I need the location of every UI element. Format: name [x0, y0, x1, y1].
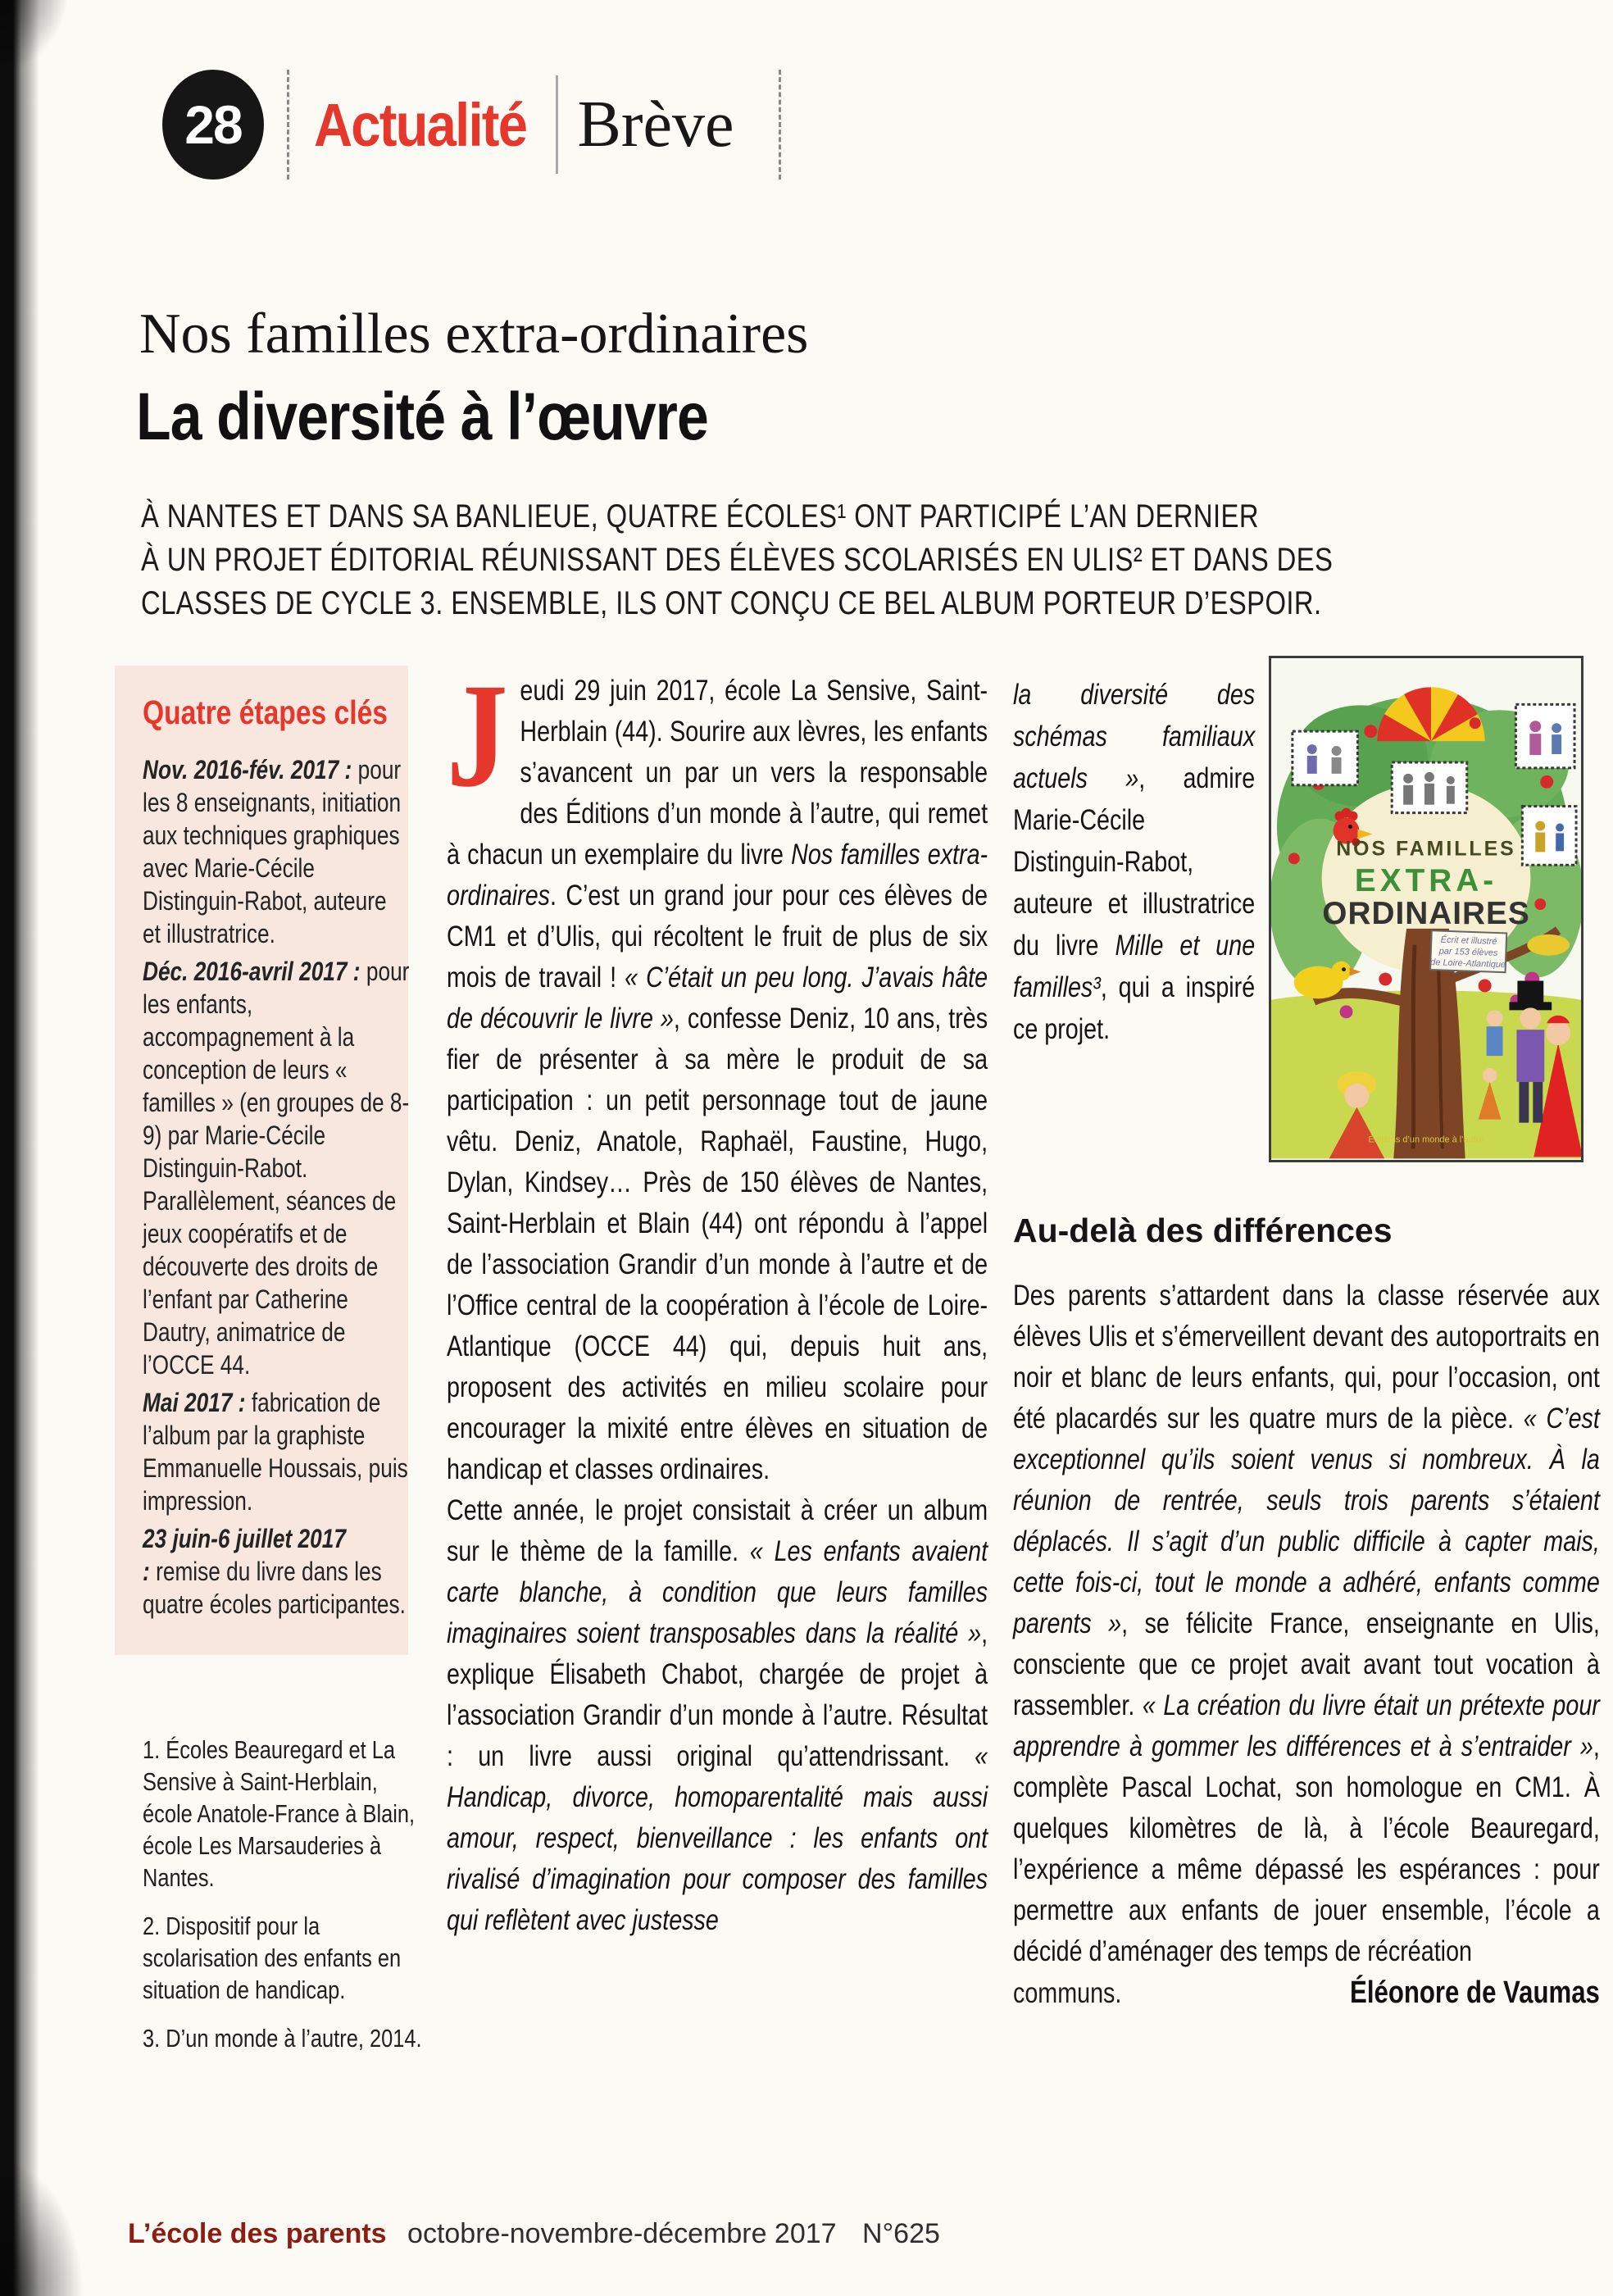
key-steps-box	[115, 666, 408, 1655]
standfirst-line: À UN PROJET ÉDITORIAL RÉUNISSANT DES ÉLÈVES SCOLARISÉS EN ULIS² ET DANS DES	[141, 542, 1334, 578]
photo-frame	[1392, 762, 1467, 813]
right-column-intro	[1013, 674, 1256, 1050]
photo-frame	[1293, 731, 1358, 785]
right-column-body	[1013, 1275, 1600, 2014]
cover-title-line2: EXTRA-	[1354, 863, 1498, 899]
byline-row	[1013, 1972, 1600, 2014]
scan-blotch	[0, 2148, 90, 2296]
cover-title-line1: NOS FAMILLES	[1336, 837, 1516, 861]
paragraph-text: eudi 29 juin 2017, école La Sensive, Saint-Herblain (44). Sourire aux lèvres, les enfants s’avancent un par un vers la responsable des Éditions d’un monde à l’autre, qui remet à chacun un exemplaire du livre Nos familles extra-ordinaires. C’est un grand jour pour ces élèves de CM1 et d’Ulis, qui récoltent le fruit de plus de six mois de travail ! « C’était un peu long. J’avais hâte de découvrir le livre », confesse Deniz, 10 ans, très fier de présenter à sa mère le produit de sa participation : un petit personnage tout de jaune vêtu. Deniz, Anatole, Raphaël, Faustine, Hugo, Dylan, Kindsey… Près de 150 élèves de Nantes, Saint-Herblain et Blain (44) ont répondu à l’appel de l’association Grandir d’un monde à l’autre et de l’Office central de la coopération à l’école de Loire-Atlantique (OCCE 44) qui, depuis huit ans, proposent des activités en milieu scolaire pour encourager la mixité entre élèves en situation de handicap et classes ordinaires.	[447, 675, 988, 1485]
article-paragraph: Des parents s’attardent dans la classe réservée aux élèves Ulis et s’émerveillent devant des autoportraits en noir et blanc de leurs enfants, qui, pour l’occasion, ont été placardés sur les quatre murs de la pièce. « C’est exceptionnel qu’ils soient venus si nombreux. À la réunion de rentrée, seuls trois parents s’étaient déplacés. Il s’agit d’un public difficile à capter mais, cette fois-ci, tout le monde a adhéré, enfants comme parents », se félicite France, enseignante en Ulis, consciente que ce projet avait avant tout vocation à rassembler. « La création du livre était un prétexte pour apprendre à gommer les différences et à s’entraider », complète Pascal Lochat, son homologue en CM1. À quelques kilomètres de là, à l’école Beauregard, l’expérience a même dépassé les espérances : pour permettre aux enfants de jouer ensemble, l’école a décidé d’aménager des temps de récréation	[1013, 1280, 1600, 1967]
photo-frame	[1522, 807, 1576, 866]
cover-title-line3: ORDINAIRES	[1322, 895, 1530, 931]
cover-sign-line: de Loire-Atlantique	[1430, 957, 1506, 971]
key-step-text: remise du livre dans les quatre écoles participantes.	[143, 1557, 406, 1619]
solid-divider	[556, 75, 558, 174]
footnote: 3. D’un monde à l’autre, 2014.	[143, 2024, 422, 2053]
cover-sign-line: par 153 élèves	[1438, 946, 1498, 958]
cover-publisher: Éditions d’un monde à l’autre	[1368, 1134, 1484, 1145]
closing-word: communs.	[1013, 1977, 1122, 2009]
footnote: 2. Dispositif pour la scolarisation des enfants en situation de handicap.	[143, 1912, 402, 2004]
main-column	[447, 653, 988, 1941]
child-figure	[1487, 1010, 1503, 1056]
key-step-entry	[143, 955, 410, 1381]
book-cover-image	[1269, 656, 1583, 1162]
key-step-date: Mai 2017 :	[143, 1388, 246, 1417]
key-step-date: 23 juin-6 juillet 2017 :	[143, 1524, 346, 1586]
standfirst	[141, 495, 1579, 625]
scan-blotch	[0, 0, 82, 90]
key-step-entry	[143, 1386, 410, 1517]
standfirst-line: À NANTES ET DANS SA BANLIEUE, QUATRE ÉCOLES¹ ONT PARTICIPÉ L’AN DERNIER	[141, 498, 1259, 534]
drop-cap: J	[447, 653, 508, 818]
page-header	[162, 69, 781, 180]
section-label: Actualité	[314, 90, 527, 159]
page-number: 28	[184, 94, 242, 155]
key-step-date: Déc. 2016-avril 2017 :	[143, 957, 361, 986]
key-step-text: fabrication de l’album par la graphiste Emmanuelle Houssais, puis impression.	[143, 1388, 408, 1516]
page-footer	[128, 2218, 940, 2250]
cover-sign-line: Écrit et illustré	[1440, 934, 1497, 947]
key-steps-title: Quatre étapes clés	[143, 693, 388, 731]
book-cover-illustration	[1271, 658, 1581, 1160]
footnote: 1. Écoles Beauregard et La Sensive à Saint-Herblain, école Anatole-France à Blain, école Les Marsauderies à Nantes.	[143, 1735, 416, 1892]
dashed-divider	[779, 70, 781, 180]
left-column	[115, 666, 436, 2071]
article-kicker: Nos familles extra-ordinaires	[139, 302, 809, 366]
cover-sign	[1430, 930, 1506, 972]
article-paragraph	[447, 653, 988, 1490]
key-step-entry	[143, 753, 410, 950]
dashed-divider	[287, 70, 289, 180]
key-step-date: Nov. 2016-fév. 2017 :	[143, 755, 352, 784]
subsection-label: Brève	[577, 88, 734, 161]
key-step-text: pour les enfants, accompagnement à la conception de leurs « familles » (en groupes de 8-9) par Marie-Cécile Distinguin-Rabot. Parallèlement, séances de jeux coopératifs et de découverte des droits de l’enfant par Catherine Dautry, animatrice de l’OCCE 44.	[143, 957, 410, 1380]
article-headline: La diversité à l’œuvre	[136, 380, 708, 454]
page-number-badge	[162, 70, 264, 180]
section-heading: Au-delà des différences	[1013, 1212, 1393, 1249]
issue-number: N°625	[862, 2218, 940, 2249]
issue-date: octobre-novembre-décembre 2017	[407, 2218, 837, 2249]
key-step-entry	[143, 1522, 410, 1621]
article-paragraph: Cette année, le projet consistait à créer un album sur le thème de la famille. « Les enfants avaient carte blanche, à condition que leurs familles imaginaires soient transposables dans la réalité », explique Élisabeth Chabot, chargée de projet à l’association Grandir d’un monde à l’autre. Résultat : un livre aussi original qu’attendrissant. « Handicap, divorce, homoparentalité mais aussi amour, respect, bienveillance : les enfants ont rivalisé d’imagination pour composer des familles qui reflètent avec justesse	[447, 1494, 988, 1936]
key-step-text: pour les 8 enseignants, initiation aux techniques graphiques avec Marie-Cécile Distinguin-Rabot, auteure et illustratrice.	[143, 755, 402, 948]
scan-edge	[0, 0, 39, 2296]
nest	[1527, 934, 1570, 956]
byline: Éléonore de Vaumas	[1350, 1975, 1600, 2010]
paragraph-text: la diversité des schémas familiaux actuels », admire Marie-Cécile Distinguin-Rabot, auteure et illustratrice du livre Mille et une familles³, qui a inspiré ce projet.	[1013, 679, 1256, 1045]
photo-frame	[1515, 704, 1574, 768]
standfirst-line: CLASSES DE CYCLE 3. ENSEMBLE, ILS ONT CONÇU CE BEL ALBUM PORTEUR D’ESPOIR.	[141, 585, 1322, 621]
magazine-name: L’école des parents	[128, 2218, 387, 2249]
footnotes	[143, 1734, 425, 2054]
